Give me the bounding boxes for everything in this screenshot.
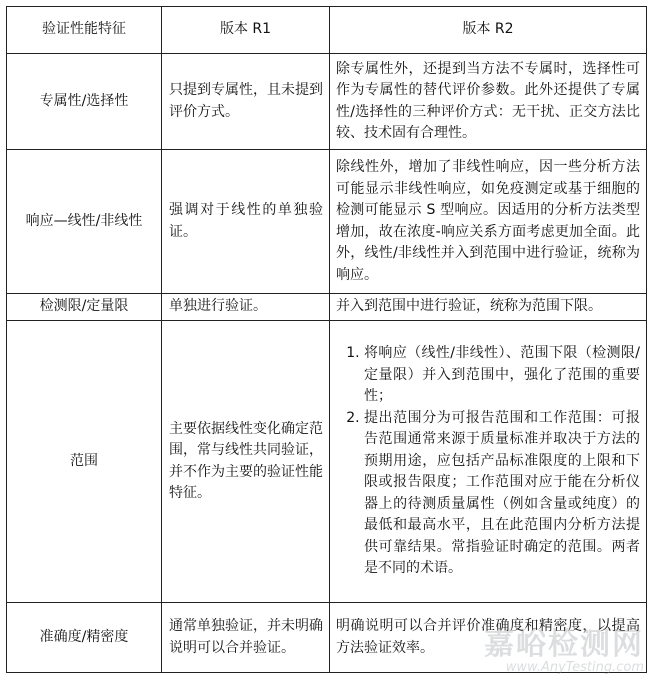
table-row (7, 321, 647, 603)
header-r1: 版本 R1 (162, 7, 330, 54)
watermark-en: www.AnyTesting.com (505, 660, 644, 675)
comparison-table (6, 6, 647, 673)
r2-cell: 除线性外，增加了非线性响应，因一些分析方法可能显示非线性响应，如免疫测定或基于细胞的检测可能显示 S 型响应。因适用的分析方法类型增加，故在浓度-响应关系方面考虑更加全面。此外，线性/非线性并入到范围中进行验证，统称为响应。 (330, 150, 647, 294)
feature-cell: 检测限/定量限 (7, 294, 162, 321)
feature-cell: 专属性/选择性 (7, 54, 162, 150)
table-row (7, 603, 647, 673)
r2-cell: 除专属性外，还提到当方法不专属时，选择性可作为专属性的替代评价参数。此外还提供了专属性/选择性的三种评价方式：无干扰、正交方法比较、技术固有合理性。 (330, 54, 647, 150)
table-row (7, 294, 647, 321)
r2-cell (330, 321, 647, 603)
table-row (7, 150, 647, 294)
feature-cell: 响应—线性/非线性 (7, 150, 162, 294)
list-item: 2. 提出范围分为可报告范围和工作范围：可报告范围通常来源于质量标准并取决于方法的预期用途，应包括产品标准限度的上限和下限或报告限度；工作范围对应于能在分析仪器上的待测质量属性（例如含量或纯度）的最低和最高水平，且在此范围内分析方法提供可靠结果。常指验证时确定的范围。两者是不同的术语。 (364, 408, 640, 580)
r1-cell: 主要依据线性变化确定范围，常与线性共同验证，并不作为主要的验证性能特征。 (162, 321, 330, 603)
r1-cell: 单独进行验证。 (162, 294, 330, 321)
watermark-cn: 嘉峪检测网 (484, 627, 644, 662)
r1-cell: 通常单独验证，并未明确说明可以合并验证。 (162, 603, 330, 673)
feature-cell: 范围 (7, 321, 162, 603)
r1-cell: 只提到专属性，且未提到评价方式。 (162, 54, 330, 150)
list-item: 1. 将响应（线性/非线性）、范围下限（检测限/定量限）并入到范围中，强化了范围的重要性； (364, 343, 640, 408)
r2-cell: 明确说明可以合并评价准确度和精密度，以提高方法验证效率。 (330, 603, 647, 673)
feature-cell: 准确度/精密度 (7, 603, 162, 673)
r1-cell: 强调对于线性的单独验证。 (162, 150, 330, 294)
r2-numbered-list (336, 343, 640, 580)
table-row (7, 54, 647, 150)
header-feature: 验证性能特征 (7, 7, 162, 54)
header-row (7, 7, 647, 54)
r2-cell: 并入到范围中进行验证，统称为范围下限。 (330, 294, 647, 321)
header-r2: 版本 R2 (330, 7, 647, 54)
